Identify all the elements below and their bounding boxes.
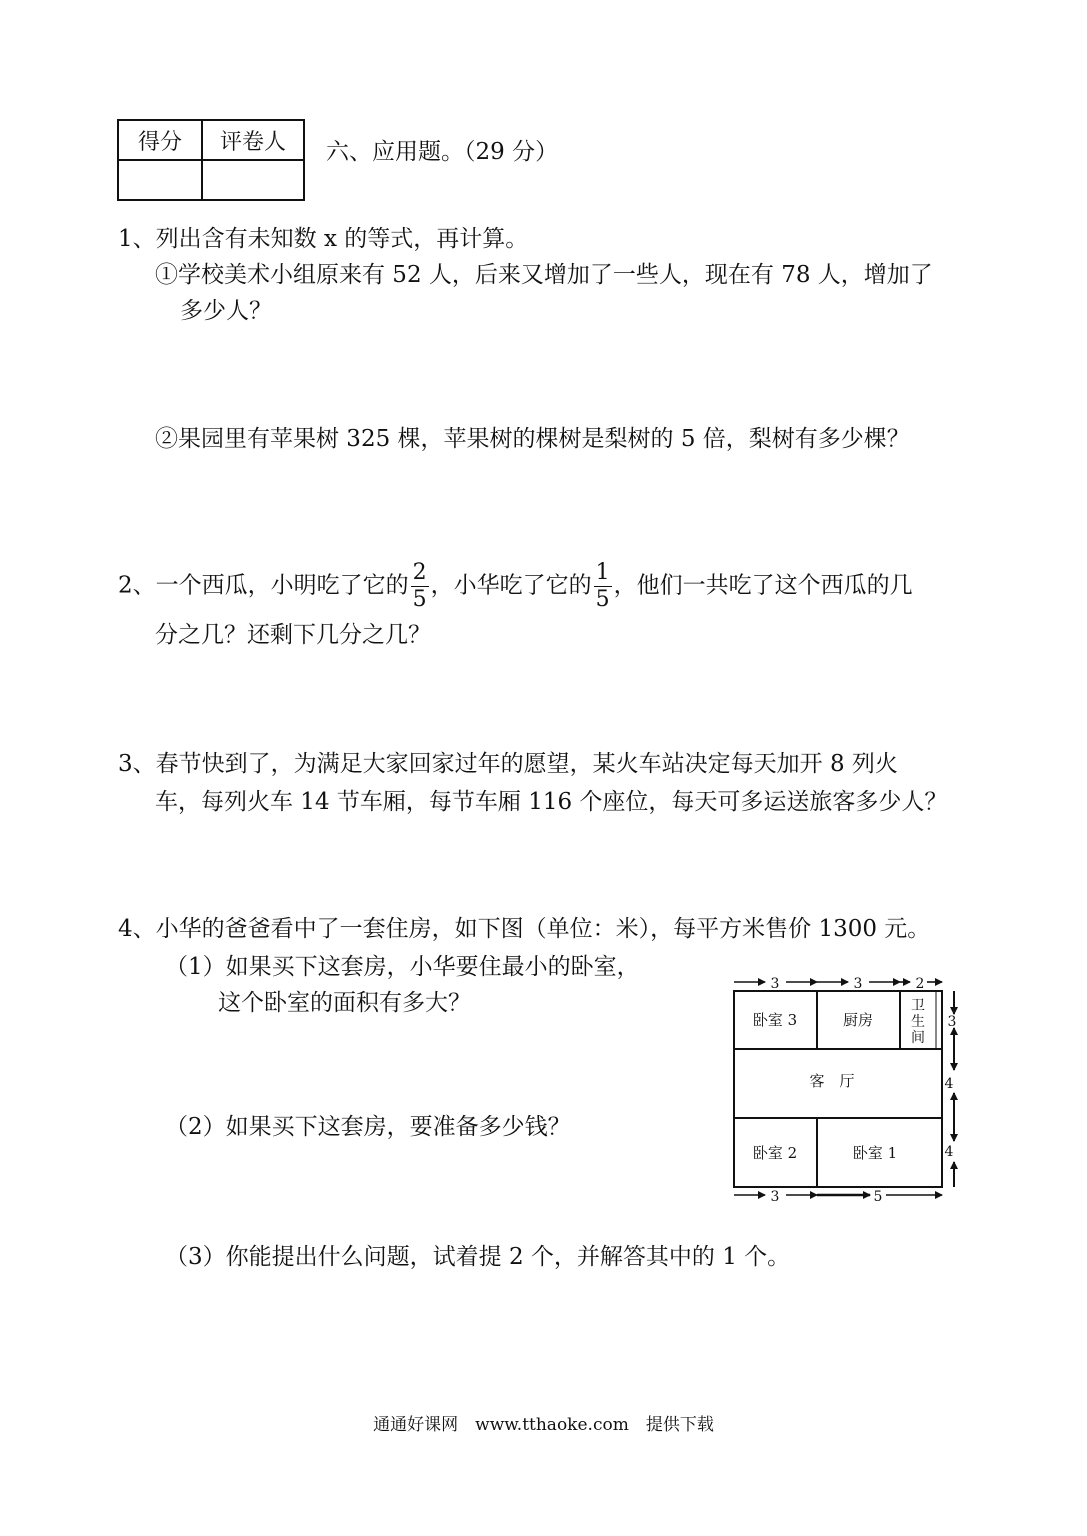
fraction-one-fifth	[594, 562, 612, 611]
frac1-numerator: 2	[412, 560, 427, 585]
room-living: 客 厅	[809, 1072, 855, 1090]
q1-sub1-line2: 多少人？	[180, 298, 272, 324]
q3-line1: 3、春节快到了，为满足大家回家过年的愿望，某火车站决定每天加开 8 列火	[118, 751, 898, 777]
section-title: 六、应用题。（29 分）	[326, 139, 559, 165]
dim-right-3: 4	[944, 1144, 954, 1160]
room-kitchen: 厨房	[842, 1011, 874, 1029]
dim-top-3: 2	[915, 976, 925, 992]
q4-intro: 4、小华的爸爸看中了一套住房，如下图（单位：米），每平方米售价 1300 元。	[118, 916, 931, 942]
q1-sub2: ②果园里有苹果树 325 棵，苹果树的棵树是梨树的 5 倍，梨树有多少棵？	[155, 426, 910, 452]
grader-label: 评卷人	[202, 120, 304, 160]
dim-top-2: 3	[853, 976, 863, 992]
q4-sub3: （3）你能提出什么问题，试着提 2 个，并解答其中的 1 个。	[165, 1244, 791, 1270]
q1-title: 1、列出含有未知数 x 的等式，再计算。	[118, 226, 529, 252]
q4-sub1-line1: （1）如果买下这套房，小华要住最小的卧室，	[165, 954, 640, 980]
room-bedroom2: 卧室 2	[752, 1144, 798, 1162]
q2-line1	[118, 562, 913, 611]
score-table	[117, 119, 305, 201]
dim-right-1: 3	[947, 1014, 957, 1030]
q1-sub1-line1: ①学校美术小组原来有 52 人，后来又增加了一些人，现在有 78 人，增加了	[155, 262, 933, 288]
room-bathroom-char3: 间	[911, 1030, 925, 1046]
floor-plan-diagram	[720, 966, 970, 1211]
score-label: 得分	[118, 120, 202, 160]
frac1-denominator: 5	[412, 587, 427, 612]
score-cell[interactable]	[118, 160, 202, 200]
room-bedroom1: 卧室 1	[852, 1144, 898, 1162]
page-footer: 通通好课网 www.tthaoke.com 提供下载	[373, 1415, 714, 1435]
fraction-two-fifths	[411, 562, 429, 611]
room-bathroom-char2: 生	[911, 1014, 925, 1030]
q2-part-a: 2、一个西瓜，小明吃了它的	[118, 572, 409, 599]
q4-sub2: （2）如果买下这套房，要准备多少钱？	[165, 1114, 571, 1140]
q2-part-b: ，小华吃了它的	[430, 572, 592, 599]
frac2-denominator: 5	[595, 587, 610, 612]
room-bathroom-char1: 卫	[911, 998, 925, 1014]
frac2-numerator: 1	[595, 560, 610, 585]
dim-top-1: 3	[770, 976, 780, 992]
q4-sub1-line2: 这个卧室的面积有多大？	[218, 990, 471, 1016]
dim-right-2: 4	[944, 1076, 954, 1092]
q3-line2: 车，每列火车 14 节车厢，每节车厢 116 个座位，每天可多运送旅客多少人？	[155, 789, 948, 815]
room-bedroom3: 卧室 3	[752, 1011, 798, 1029]
dim-bottom-1: 3	[770, 1189, 780, 1205]
grader-cell[interactable]	[202, 160, 304, 200]
q2-part-c: ，他们一共吃了这个西瓜的几	[613, 572, 913, 599]
dim-bottom-2: 5	[873, 1189, 883, 1205]
q2-line2: 分之几？还剩下几分之几？	[155, 622, 431, 648]
